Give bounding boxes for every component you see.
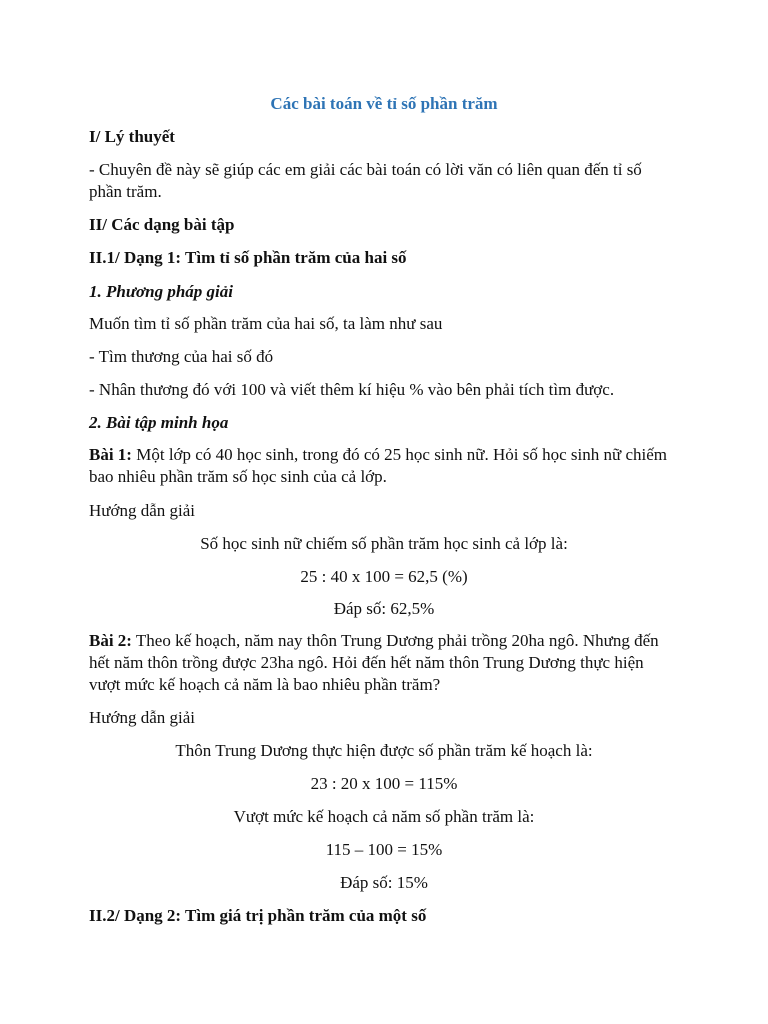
- examples-heading: 2. Bài tập minh họa: [89, 413, 229, 432]
- example-2-guide-label: Hướng dẫn giải: [89, 708, 196, 727]
- document-title: Các bài toán về tỉ số phần trăm: [270, 94, 498, 113]
- method-text: Muốn tìm tỉ số phần trăm của hai số, ta làm như sau: [89, 314, 443, 333]
- example-1-solution-line-1: Số học sinh nữ chiếm số phần trăm học sinh cả lớp là:: [200, 534, 568, 553]
- example-2-solution-line-4: 115 – 100 = 15%: [325, 840, 443, 859]
- example-1-solution-line-2: 25 : 40 x 100 = 62,5 (%): [300, 567, 468, 586]
- section-heading-exercises: II/ Các dạng bài tập: [89, 215, 235, 234]
- subsection-heading-type2: II.2/ Dạng 2: Tìm giá trị phần trăm của một số: [89, 906, 427, 925]
- example-2-solution-line-2: 23 : 20 x 100 = 115%: [310, 774, 458, 793]
- example-2-label: Bài 2:: [89, 631, 132, 650]
- example-1-problem: [89, 444, 679, 488]
- example-1-label: Bài 1:: [89, 445, 132, 464]
- example-1-answer: Đáp số: 62,5%: [333, 599, 435, 618]
- section-heading-theory: I/ Lý thuyết: [89, 127, 175, 146]
- intro-paragraph: - Chuyên đề này sẽ giúp các em giải các bài toán có lời văn có liên quan đến tỉ số phần trăm.: [89, 160, 642, 201]
- example-2-problem: [89, 630, 679, 696]
- method-step-1: - Tìm thương của hai số đó: [89, 347, 274, 366]
- example-2-solution-line-1: Thôn Trung Dương thực hiện được số phần trăm kế hoạch là:: [175, 741, 593, 760]
- example-1-guide-label: Hướng dẫn giải: [89, 501, 196, 520]
- example-2-solution-line-3: Vượt mức kế hoạch cả năm số phần trăm là:: [233, 807, 535, 826]
- example-2-text: Theo kế hoạch, năm nay thôn Trung Dương phải trồng 20ha ngô. Nhưng đến hết năm thôn trồng được 23ha ngô. Hỏi đến hết năm thôn Trung Dương thực hiện vượt mức kế hoạch cả năm là bao nhiêu phần trăm?: [89, 631, 659, 694]
- subsection-heading-type1: II.1/ Dạng 1: Tìm tỉ số phần trăm của hai số: [89, 248, 407, 267]
- example-1-text: Một lớp có 40 học sinh, trong đó có 25 học sinh nữ. Hỏi số học sinh nữ chiếm bao nhiêu phần trăm số học sinh của cả lớp.: [89, 445, 667, 486]
- method-heading: 1. Phương pháp giải: [89, 282, 234, 301]
- example-2-answer: Đáp số: 15%: [340, 873, 428, 892]
- method-step-2: - Nhân thương đó với 100 và viết thêm kí hiệu % vào bên phải tích tìm được.: [89, 380, 615, 399]
